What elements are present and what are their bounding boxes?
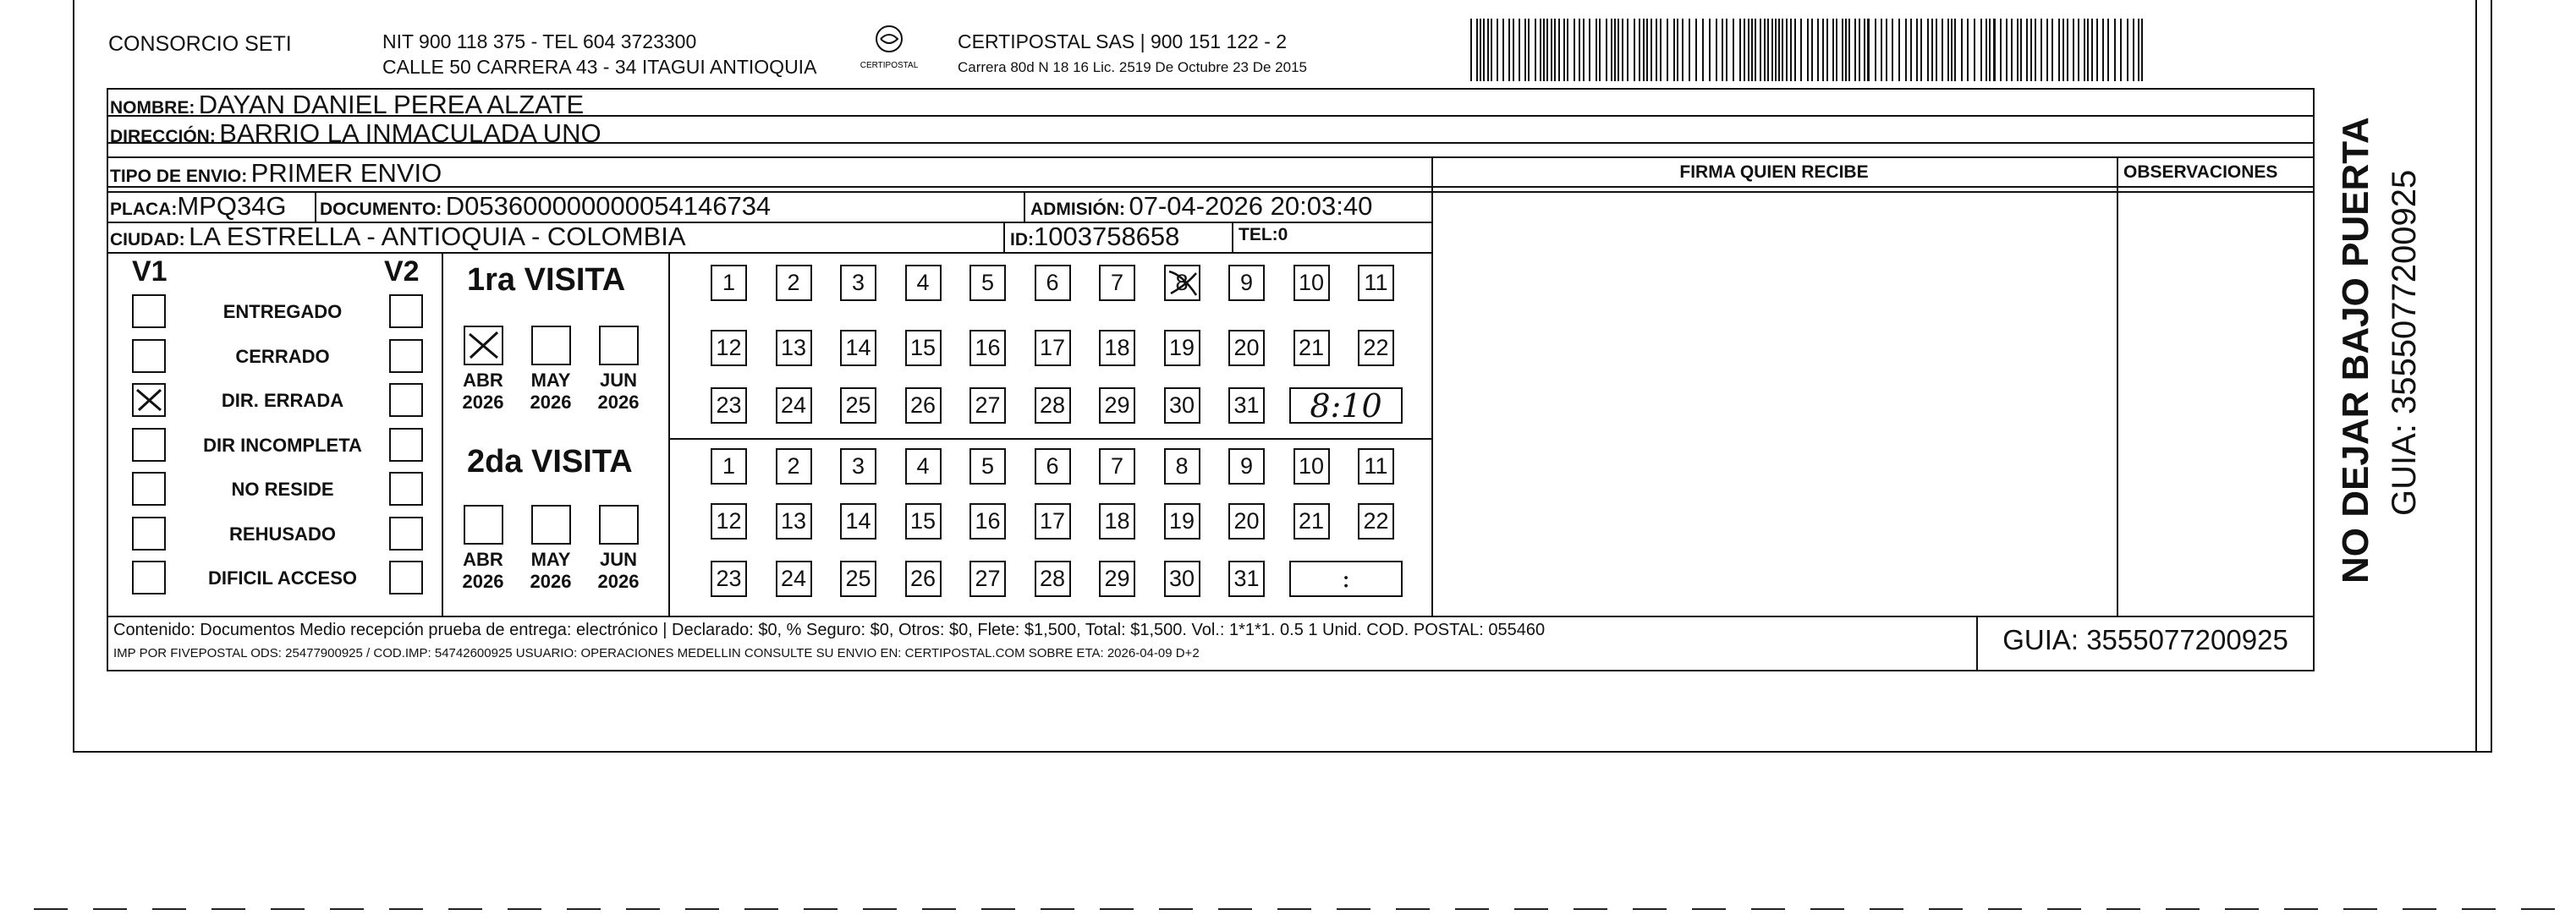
month-checkbox[interactable] xyxy=(599,505,639,545)
barcode-bar xyxy=(1845,19,1847,81)
barcode-bar xyxy=(1583,19,1585,81)
barcode-bar xyxy=(1476,19,1478,81)
barcode-bar xyxy=(1502,19,1504,81)
v2-checkbox[interactable] xyxy=(389,383,423,417)
barcode-bar xyxy=(1733,19,1734,81)
documento-value: D053600000000054146734 xyxy=(445,191,772,221)
barcode-bar xyxy=(1967,19,1969,81)
barcode-bar xyxy=(1567,19,1568,81)
barcode-bar xyxy=(1656,19,1657,81)
day-box[interactable]: 11 xyxy=(1358,265,1394,301)
barcode-bar xyxy=(1748,19,1749,81)
barcode-bar xyxy=(2133,19,2134,81)
day-box[interactable]: 11 xyxy=(1358,448,1394,485)
day-box[interactable]: 31 xyxy=(1228,387,1265,424)
barcode-bar xyxy=(1771,19,1773,81)
v1-label: V1 xyxy=(132,255,168,288)
v1-checkbox[interactable] xyxy=(132,383,166,417)
barcode-bar xyxy=(1682,19,1683,81)
second-visit-title: 2da VISITA xyxy=(467,444,633,479)
barcode-bar xyxy=(1551,19,1552,81)
barcode-bar xyxy=(1634,19,1635,81)
day-box[interactable]: 24 xyxy=(776,387,812,424)
day-box[interactable]: 14 xyxy=(840,330,876,366)
barcode-bar xyxy=(2120,19,2122,81)
barcode-bar xyxy=(2006,19,2008,81)
barcode-bar xyxy=(1986,19,1987,81)
barcode-bar xyxy=(2107,19,2109,81)
barcode-bar xyxy=(2102,19,2104,81)
day-box[interactable]: 16 xyxy=(969,330,1006,366)
barcode-bar xyxy=(1667,19,1668,81)
day-box[interactable]: 31 xyxy=(1228,561,1265,597)
barcode-bar xyxy=(1722,19,1723,81)
barcode-bar xyxy=(1864,19,1865,81)
day-box[interactable]: 8 xyxy=(1164,448,1200,485)
barcode-bar xyxy=(2017,19,2019,81)
barcode-bar xyxy=(1660,19,1661,81)
barcode-bar xyxy=(1627,19,1629,81)
day-box[interactable]: 2 xyxy=(776,265,812,301)
barcode-bar xyxy=(2051,19,2053,81)
barcode-bar xyxy=(1782,19,1783,81)
day-box[interactable]: 23 xyxy=(711,561,747,597)
barcode-bar xyxy=(1574,19,1575,81)
id-value: 1003758658 xyxy=(1034,222,1180,251)
side-guia: GUIA: 3555077200925 xyxy=(2386,169,2423,516)
day-box[interactable]: 7 xyxy=(1099,448,1135,485)
day-box[interactable]: 12 xyxy=(711,503,747,540)
tipo-label: TIPO DE ENVIO: xyxy=(110,167,248,186)
day-box[interactable]: 17 xyxy=(1035,503,1071,540)
barcode-bar xyxy=(1881,19,1882,81)
day-box[interactable]: 28 xyxy=(1035,387,1071,424)
barcode-bar xyxy=(1916,19,1918,81)
day-box[interactable]: 25 xyxy=(840,561,876,597)
day-box[interactable]: 18 xyxy=(1099,503,1135,540)
barcode-bar xyxy=(1695,19,1697,81)
day-box[interactable]: 16 xyxy=(969,503,1006,540)
barcode-bar xyxy=(2114,19,2116,81)
barcode-bar xyxy=(1726,19,1727,81)
barcode-bar xyxy=(1524,19,1526,81)
v2-checkbox[interactable] xyxy=(389,428,423,462)
barcode-bar xyxy=(1927,19,1929,81)
barcode-bar xyxy=(1744,19,1745,81)
day-box[interactable]: 6 xyxy=(1035,448,1071,485)
day-box[interactable]: 27 xyxy=(969,561,1006,597)
day-box[interactable]: 6 xyxy=(1035,265,1071,301)
status-option-label: NO RESIDE xyxy=(231,479,334,500)
barcode-bar xyxy=(1508,19,1510,81)
barcode-bar xyxy=(1898,19,1900,81)
month-label: ABR 2026 xyxy=(462,549,504,592)
barcode-bar xyxy=(1817,19,1819,81)
barcode-bar xyxy=(1596,19,1597,81)
day-box[interactable]: 1 xyxy=(711,448,747,485)
month-label: JUN 2026 xyxy=(597,549,640,592)
v1-checkbox[interactable] xyxy=(132,294,166,328)
barcode-bar xyxy=(1483,19,1485,81)
barcode-bar xyxy=(1751,19,1753,81)
barcode-bar xyxy=(1794,19,1796,81)
month-label: MAY 2026 xyxy=(530,370,572,413)
barcode-bar xyxy=(2000,19,2002,81)
day-box[interactable]: 9 xyxy=(1228,265,1265,301)
v2-label: V2 xyxy=(384,255,420,288)
barcode-bar xyxy=(1807,19,1809,81)
day-box[interactable]: 2 xyxy=(776,448,812,485)
barcode-bar xyxy=(1535,19,1536,81)
barcode-bar xyxy=(1622,19,1623,81)
barcode-bar xyxy=(1892,19,1893,81)
nombre-value: DAYAN DANIEL PEREA ALZATE xyxy=(198,90,585,119)
barcode-bar xyxy=(1614,19,1616,81)
barcode-bar xyxy=(1487,19,1489,81)
barcode-bar xyxy=(1513,19,1514,81)
barcode-bar xyxy=(2087,19,2089,81)
v1-checkbox[interactable] xyxy=(132,339,166,373)
month-checkbox[interactable] xyxy=(531,505,571,545)
v2-checkbox[interactable] xyxy=(389,339,423,373)
day-box[interactable]: 28 xyxy=(1035,561,1071,597)
barcode-bar xyxy=(2141,19,2143,81)
day-box[interactable]: 27 xyxy=(969,387,1006,424)
day-box[interactable]: 22 xyxy=(1358,330,1394,366)
barcode-bar xyxy=(1775,19,1777,81)
day-box[interactable]: 12 xyxy=(711,330,747,366)
day-box[interactable]: 26 xyxy=(905,561,942,597)
id-label: ID: xyxy=(1010,230,1034,249)
barcode-bar xyxy=(1842,19,1843,81)
barcode-bar xyxy=(2040,19,2042,81)
logo-text: CERTIPOSTAL xyxy=(860,61,919,70)
ciudad-label: CIUDAD: xyxy=(110,230,185,249)
barcode-bar xyxy=(1618,19,1619,81)
month-label: JUN 2026 xyxy=(597,370,640,413)
barcode-bar xyxy=(1673,19,1675,81)
barcode-bar xyxy=(2127,19,2128,81)
barcode-bar xyxy=(1760,19,1761,81)
certipostal-logo xyxy=(853,24,925,78)
day-box[interactable]: 9 xyxy=(1228,448,1265,485)
v2-checkbox[interactable] xyxy=(389,561,423,594)
barcode-bar xyxy=(1677,19,1678,81)
day-box[interactable]: 19 xyxy=(1164,503,1200,540)
tel-label: TEL: xyxy=(1239,225,1278,244)
barcode-bar xyxy=(1497,19,1498,81)
ciudad-value: LA ESTRELLA - ANTIOQUIA - COLOMBIA xyxy=(189,222,686,251)
day-box[interactable]: 30 xyxy=(1164,387,1200,424)
day-box[interactable]: 30 xyxy=(1164,561,1200,597)
day-box[interactable]: 13 xyxy=(776,330,812,366)
barcode-bar xyxy=(1519,19,1520,81)
barcode-bar xyxy=(1579,19,1580,81)
certipostal-line2: Carrera 80d N 18 16 Lic. 2519 De Octubre 23 De 2015 xyxy=(958,59,1307,75)
status-option-label: DIR. ERRADA xyxy=(221,390,344,411)
barcode-bar xyxy=(1910,19,1912,81)
barcode-bar xyxy=(1832,19,1834,81)
barcode-bar xyxy=(2062,19,2064,81)
barcode-bar xyxy=(1786,19,1788,81)
admision-label: ADMISIÓN: xyxy=(1030,200,1125,219)
month-checkbox[interactable] xyxy=(599,326,639,365)
barcode-bar xyxy=(1558,19,1560,81)
tipo-value: PRIMER ENVIO xyxy=(250,158,442,188)
barcode-bar xyxy=(1961,19,1963,81)
observaciones-header: OBSERVACIONES xyxy=(2123,162,2278,182)
certipostal-line1: CERTIPOSTAL SAS | 900 151 122 - 2 xyxy=(958,30,1288,52)
address-line: CALLE 50 CARRERA 43 - 34 ITAGUI ANTIOQUIA xyxy=(382,56,817,78)
barcode-bar xyxy=(1589,19,1590,81)
barcode-bar xyxy=(1606,19,1607,81)
day-box[interactable]: 23 xyxy=(711,387,747,424)
barcode-bar xyxy=(2091,19,2093,81)
barcode-bar xyxy=(1980,19,1982,81)
barcode-bar xyxy=(1480,19,1481,81)
day-box[interactable]: 29 xyxy=(1099,561,1135,597)
barcode-bar xyxy=(1599,19,1601,81)
placa-label: PLACA: xyxy=(110,200,178,219)
v1-checkbox[interactable] xyxy=(132,517,166,551)
direccion-label: DIRECCIÓN: xyxy=(110,127,216,146)
barcode-bar xyxy=(1836,19,1837,81)
day-box[interactable]: 3 xyxy=(840,448,876,485)
status-option-label: DIR INCOMPLETA xyxy=(203,434,362,456)
v1-checkbox[interactable] xyxy=(132,428,166,462)
footer-guia: GUIA: 3555077200925 xyxy=(2002,624,2288,655)
day-box[interactable]: 15 xyxy=(905,503,942,540)
barcode-bar xyxy=(2084,19,2085,81)
barcode-bar xyxy=(1554,19,1556,81)
day-box[interactable]: 8 xyxy=(1164,265,1200,301)
side-no-dejar: NO DEJAR BAJO PUERTA xyxy=(2335,117,2376,584)
barcode-bar xyxy=(1811,19,1813,81)
barcode-bar xyxy=(2020,19,2022,81)
time-box[interactable]: : xyxy=(1289,561,1403,597)
barcode-bar xyxy=(2058,19,2060,81)
barcode-bar xyxy=(2138,19,2139,81)
status-option-label: DIFICIL ACCESO xyxy=(207,567,357,589)
barcode-bar xyxy=(1974,19,1975,81)
barcode-bar xyxy=(1778,19,1780,81)
barcode-bar xyxy=(1859,19,1860,81)
firma-header: FIRMA QUIEN RECIBE xyxy=(1679,162,1869,182)
month-label: MAY 2026 xyxy=(530,549,572,592)
nit-line: NIT 900 118 375 - TEL 604 3723300 xyxy=(382,30,697,52)
day-box[interactable]: 1 xyxy=(711,265,747,301)
status-option-label: ENTREGADO xyxy=(222,301,343,322)
barcode-bar xyxy=(1716,19,1717,81)
day-box[interactable]: 4 xyxy=(905,265,942,301)
month-label: ABR 2026 xyxy=(462,370,504,413)
day-box[interactable]: 21 xyxy=(1293,503,1330,540)
barcode-bar xyxy=(1702,19,1704,81)
day-box[interactable]: 20 xyxy=(1228,330,1265,366)
barcode-bar xyxy=(1646,19,1648,81)
barcode-bar xyxy=(1528,19,1530,81)
barcode-bar xyxy=(1643,19,1645,81)
day-box[interactable]: 19 xyxy=(1164,330,1200,366)
barcode-bar xyxy=(1651,19,1652,81)
barcode-bar xyxy=(1546,19,1548,81)
time-box[interactable]: 8:10 xyxy=(1289,387,1403,424)
v2-checkbox[interactable] xyxy=(389,294,423,328)
barcode-bar xyxy=(1942,19,1943,81)
barcode-bar xyxy=(1540,19,1541,81)
barcode-bar xyxy=(1689,19,1690,81)
barcode-bar xyxy=(2046,19,2048,81)
barcode-bar xyxy=(2030,19,2032,81)
barcode-bar xyxy=(1755,19,1756,81)
barcode-bar xyxy=(2067,19,2068,81)
day-box[interactable]: 18 xyxy=(1099,330,1135,366)
barcode-bar xyxy=(1563,19,1565,81)
barcode-bar xyxy=(1611,19,1612,81)
barcode-bar xyxy=(1491,19,1492,81)
barcode-bar xyxy=(1470,19,1472,81)
day-box[interactable]: 26 xyxy=(905,387,942,424)
footer-line1: Contenido: Documentos Medio recepción prueba de entrega: electrónico | Declarado: $0, % Seguro: $0, Otros: $0, Flete: $1,500, Total: $1,500. Vol.: 1*1*1. 0.5 1 Unid. COD. POSTAL: 055460 xyxy=(113,621,1546,639)
day-box[interactable]: 14 xyxy=(840,503,876,540)
admision-value: 07-04-2026 20:03:40 xyxy=(1129,191,1373,221)
day-box[interactable]: 24 xyxy=(776,561,812,597)
barcode-bar xyxy=(1993,19,1996,81)
v2-checkbox[interactable] xyxy=(389,472,423,506)
barcode-bar xyxy=(1951,19,1953,81)
month-checkbox[interactable] xyxy=(464,505,503,545)
day-box[interactable]: 15 xyxy=(905,330,942,366)
company-name: CONSORCIO SETI xyxy=(108,32,292,56)
day-box[interactable]: 10 xyxy=(1293,265,1330,301)
barcode-bar xyxy=(1947,19,1949,81)
barcode-bar xyxy=(1790,19,1792,81)
day-box[interactable]: 29 xyxy=(1099,387,1135,424)
barcode-bar xyxy=(2078,19,2079,81)
barcode-bar xyxy=(2026,19,2028,81)
day-box[interactable]: 3 xyxy=(840,265,876,301)
barcode-bar xyxy=(1854,19,1856,81)
day-box[interactable]: 20 xyxy=(1228,503,1265,540)
day-box[interactable]: 7 xyxy=(1099,265,1135,301)
barcode-bar xyxy=(1936,19,1937,81)
barcode-bar xyxy=(1848,19,1850,81)
barcode-bar xyxy=(1800,19,1802,81)
barcode-bar xyxy=(1931,19,1933,81)
nombre-label: NOMBRE: xyxy=(110,98,195,118)
day-box[interactable]: 17 xyxy=(1035,330,1071,366)
barcode-bar xyxy=(1875,19,1876,81)
day-box[interactable]: 4 xyxy=(905,448,942,485)
v2-checkbox[interactable] xyxy=(389,517,423,551)
barcode-bar xyxy=(1905,19,1907,81)
day-box[interactable]: 10 xyxy=(1293,448,1330,485)
barcode xyxy=(1470,19,2147,81)
footer-line2: IMP POR FIVEPOSTAL ODS: 25477900925 / COD.IMP: 54742600925 USUARIO: OPERACIONES MEDELLIN CONSULTE SU ENVIO EN: CERTIPOSTAL.COM SOBRE ETA: 2026-04-09 D+2 xyxy=(113,646,1200,660)
barcode-bar xyxy=(1826,19,1828,81)
month-checkbox[interactable] xyxy=(531,326,571,365)
day-box[interactable]: 25 xyxy=(840,387,876,424)
barcode-bar xyxy=(1989,19,1991,81)
documento-label: DOCUMENTO: xyxy=(320,200,442,219)
day-box[interactable]: 21 xyxy=(1293,330,1330,366)
barcode-bar xyxy=(1867,19,1870,81)
status-option-label: REHUSADO xyxy=(229,523,336,545)
month-checkbox[interactable] xyxy=(464,326,503,365)
first-visit-title: 1ra VISITA xyxy=(467,262,626,298)
v1-checkbox[interactable] xyxy=(132,472,166,506)
tel-value: 0 xyxy=(1277,225,1288,244)
day-box[interactable]: 5 xyxy=(969,448,1006,485)
v1-checkbox[interactable] xyxy=(132,561,166,594)
barcode-bar xyxy=(1543,19,1545,81)
barcode-bar xyxy=(1886,19,1887,81)
barcode-bar xyxy=(2096,19,2098,81)
placa-value: MPQ34G xyxy=(177,191,287,221)
barcode-bar xyxy=(1954,19,1956,81)
barcode-bar xyxy=(2073,19,2074,81)
barcode-bar xyxy=(1767,19,1769,81)
day-box[interactable]: 22 xyxy=(1358,503,1394,540)
barcode-bar xyxy=(1639,19,1640,81)
barcode-bar xyxy=(2035,19,2036,81)
direccion-value: BARRIO LA INMACULADA UNO xyxy=(219,118,601,148)
status-option-label: CERRADO xyxy=(235,345,330,367)
barcode-bar xyxy=(1709,19,1711,81)
barcode-bar xyxy=(2011,19,2013,81)
day-box[interactable]: 5 xyxy=(969,265,1006,301)
barcode-bar xyxy=(1822,19,1824,81)
day-box[interactable]: 13 xyxy=(776,503,812,540)
barcode-bar xyxy=(1739,19,1741,81)
barcode-bar xyxy=(1764,19,1766,81)
barcode-bar xyxy=(1920,19,1922,81)
